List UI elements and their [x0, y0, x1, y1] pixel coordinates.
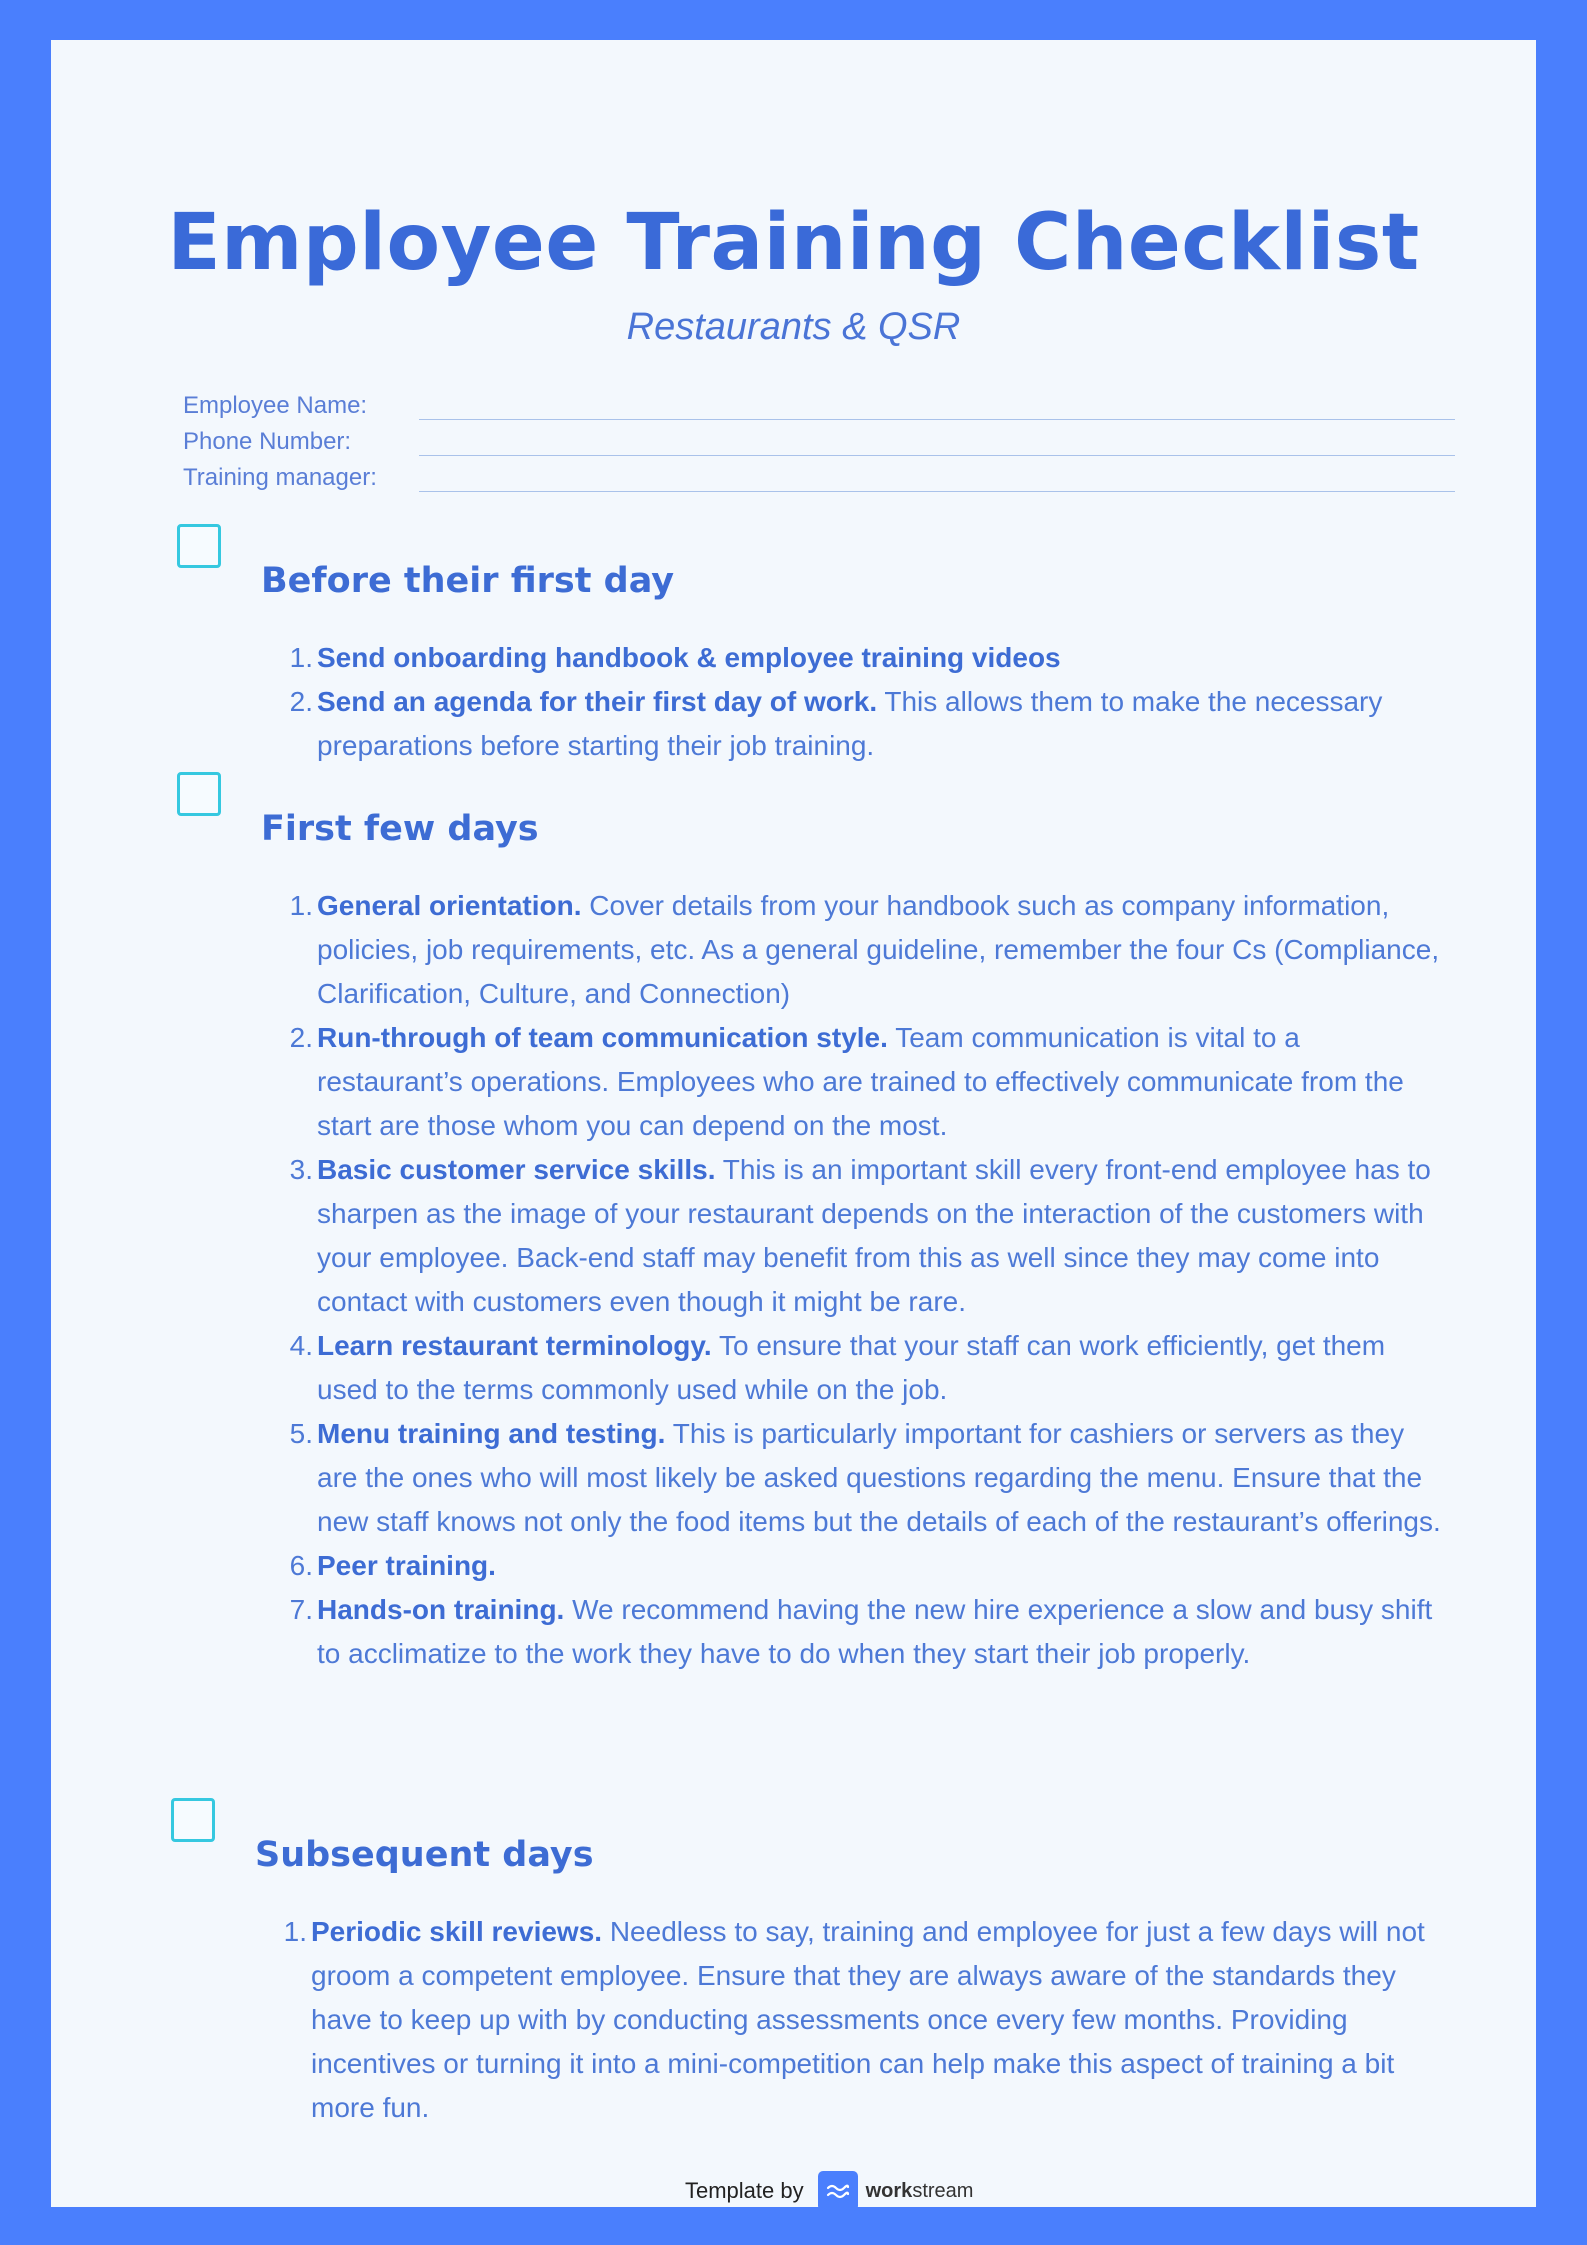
item-title: Send onboarding handbook & employee training videos — [317, 642, 1061, 673]
item-number: 7. — [289, 1594, 313, 1625]
item-text: We recommend having the new hire experience a slow and busy shift to acclimatize to the work they have to do when they start their job properly. — [317, 1594, 1433, 1669]
item-text: Needless to say, training and employee for just a few days will not groom a competent employee. Ensure that they are always aware of the standards they have to keep up with by conducting assessments once every few months. Providing incentives or turning it into a mini-competition can help make this aspect of training a bit more fun. — [311, 1916, 1425, 2123]
workstream-logo-text — [866, 2180, 974, 2203]
list-item — [289, 1544, 1443, 1588]
item-text: This allows them to make the necessary preparations before starting their job training. — [317, 686, 1383, 761]
phone-number-field[interactable] — [183, 424, 1455, 460]
section-checkbox-first-few-days[interactable] — [177, 772, 221, 816]
item-text: This is particularly important for cashiers or servers as they are the ones who will most likely be asked questions regarding the menu. Ensure that the new staff knows not only the food items but the details of each of the restaurant’s offerings. — [317, 1418, 1441, 1537]
list-item — [289, 1324, 1443, 1412]
item-title: Basic customer service skills. — [317, 1154, 716, 1185]
training-manager-line[interactable] — [419, 491, 1455, 492]
item-text: To ensure that your staff can work efficiently, get them used to the terms commonly used while on the job. — [317, 1330, 1386, 1405]
training-manager-field[interactable] — [183, 460, 1455, 496]
list-item — [289, 1016, 1443, 1148]
employee-name-line[interactable] — [419, 419, 1455, 420]
list-item — [289, 636, 1437, 680]
list-item — [289, 1588, 1443, 1676]
footer-prefix: Template by — [685, 2178, 804, 2203]
section-checkbox-before-first-day[interactable] — [177, 524, 221, 568]
section-title-first-few-days: First few days — [261, 809, 539, 849]
footer-credit — [685, 2167, 973, 2215]
training-manager-label: Training manager: — [183, 464, 377, 491]
item-title: Periodic skill reviews. — [311, 1916, 603, 1947]
checklist-page — [51, 40, 1536, 2207]
list-item — [289, 884, 1443, 1016]
item-title: Send an agenda for their first day of work. — [317, 686, 878, 717]
logo-bold-part: work — [865, 2179, 913, 2202]
first-few-days-list — [289, 884, 1443, 1676]
item-text: This is an important skill every front-end employee has to sharpen as the image of your restaurant depends on the interaction of the customers with your employee. Back-end staff may benefit from this as well since they may come into contact with customers even though it might be rare. — [317, 1154, 1431, 1317]
page-subtitle: Restaurants & QSR — [626, 306, 961, 348]
item-number: 6. — [289, 1550, 313, 1581]
employee-name-field[interactable] — [183, 388, 1455, 424]
item-title: General orientation. — [317, 890, 582, 921]
section-title-subsequent-days: Subsequent days — [255, 1835, 594, 1875]
item-title: Hands-on training. — [317, 1594, 565, 1625]
item-text: Team communication is vital to a restaurant’s operations. Employees who are trained to effectively communicate from the start are those whom you can depend on the most. — [317, 1022, 1404, 1141]
list-item — [289, 1412, 1443, 1544]
item-number: 5. — [289, 1418, 313, 1449]
item-title: Learn restaurant terminology. — [317, 1330, 712, 1361]
phone-number-line[interactable] — [419, 455, 1455, 456]
item-number: 2. — [289, 686, 313, 717]
phone-number-label: Phone Number: — [183, 428, 352, 455]
subsequent-days-list — [283, 1910, 1441, 2130]
item-title: Menu training and testing. — [317, 1418, 666, 1449]
wave-logo-glyph — [825, 2181, 851, 2201]
item-number: 1. — [289, 890, 313, 921]
employee-name-label: Employee Name: — [183, 392, 368, 419]
item-number: 4. — [289, 1330, 313, 1361]
item-title: Peer training. — [317, 1550, 496, 1581]
section-title-before-first-day: Before their first day — [261, 561, 675, 601]
item-number: 3. — [289, 1154, 313, 1185]
item-number: 2. — [289, 1022, 313, 1053]
employee-info-fields — [183, 388, 1455, 496]
item-text: Cover details from your handbook such as company information, policies, job requirements, etc. As a general guideline, remember the four Cs (Compliance, Clarification, Culture, and Connection) — [317, 890, 1440, 1009]
item-number: 1. — [283, 1916, 307, 1947]
section-checkbox-subsequent-days[interactable] — [171, 1798, 215, 1842]
footer — [51, 2167, 1536, 2215]
item-number: 1. — [289, 642, 313, 673]
item-title: Run-through of team communication style. — [317, 1022, 888, 1053]
logo-rest-part: stream — [912, 2179, 974, 2202]
list-item — [289, 1148, 1443, 1324]
page-title: Employee Training Checklist — [167, 198, 1420, 288]
list-item — [283, 1910, 1441, 2130]
wave-logo-icon — [818, 2171, 858, 2211]
before-first-day-list — [289, 636, 1437, 768]
list-item — [289, 680, 1437, 768]
